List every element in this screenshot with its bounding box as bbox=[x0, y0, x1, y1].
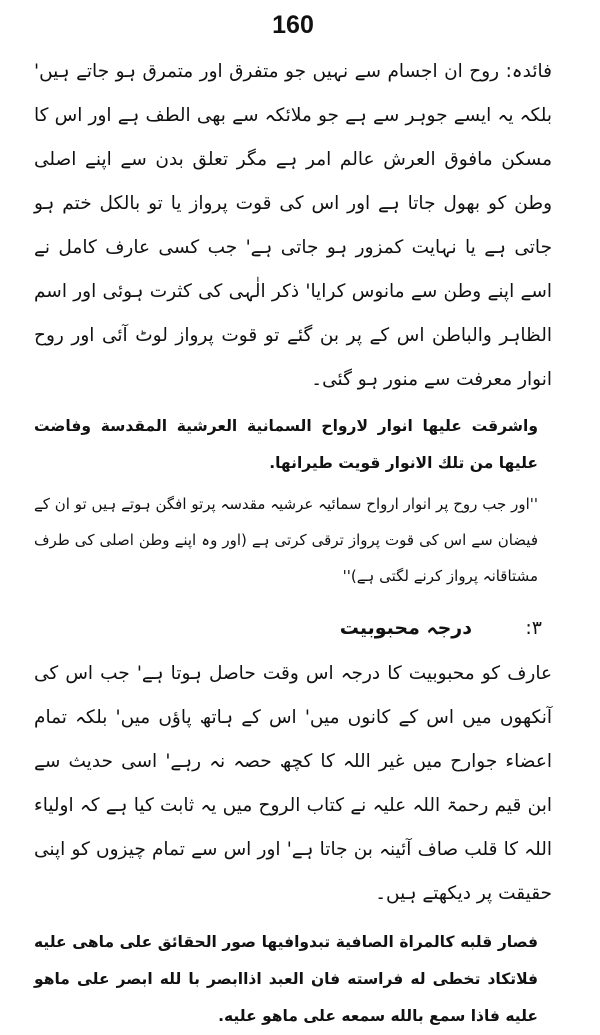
arabic-quote-2: فصار قلبه كالمراة الصافية تبدوافيها صور الحقائق على ماهى عليه فلاتكاد تخطى له فراسته فان العبد اذاابصر با لله ابصر على ماهو عليه فاذا سمع بالله سمعه على ماهو عليه. bbox=[34, 933, 538, 1025]
arabic-quote-1: واشرقت عليها انوار لارواح السمانية العرشية المقدسة وفاضت عليها من تلك الانوار قويت طيرانها. bbox=[34, 417, 538, 472]
section-heading bbox=[34, 608, 552, 648]
urdu-translation-1: ''اور جب روح پر انوار ارواح سمائیہ عرشیہ مقدسہ پرتو افگن ہوتے ہیں تو ان کے فیضان سے اس کی قوت پرواز ترقی کرتی ہے (اور وہ اپنے وطن اصلی کی طرف مشتاقانہ پرواز کرنے لگتی ہے)'' bbox=[34, 495, 538, 585]
section-number: ۳: bbox=[525, 617, 542, 639]
section-title: درجہ محبوبیت bbox=[339, 617, 472, 639]
page-number: 160 bbox=[272, 11, 314, 39]
urdu-paragraph-fayda: فائدہ: روح ان اجسام سے نہیں جو متفرق اور متمرق ہو جاتے ہیں' بلکہ یہ ایسے جوہر سے ہے جو ملائکہ سے بھی الطف ہے اور اس کا مسکن مافوق العرش عالم امر ہے مگر تعلق بدن سے اپنے اصلی وطن کو بھول جاتا ہے اور اس کی قوت پرواز یا تو بالکل ختم ہو جاتی ہے یا نہایت کمزور ہو جاتی ہے' جب کسی عارف کامل نے اسے اپنے وطن سے مانوس کرایا' ذکر الٰہی کی کثرت ہوئی اور اسم الظاہر والباطن اس کے پر بن گئے تو قوت پرواز لوٹ آئی اور روح انوار معرفت سے منور ہو گئی۔ bbox=[34, 61, 552, 390]
urdu-paragraph-mahbubiyat: عارف کو محبوبیت کا درجہ اس وقت حاصل ہوتا ہے' جب اس کی آنکھوں میں اس کے کانوں میں' اس کے ہاتھ پاؤں میں' بلکہ تمام اعضاء جوارح میں غیر اللہ کا کچھ حصہ نہ رہے' اسی حدیث سے ابن قیم رحمۃ اللہ علیہ نے کتاب الروح میں یہ ثابت کیا ہے کہ اولیاء اللہ کا قلب صاف آئینہ بن جاتا ہے' اور اس سے تمام چیزوں کو اپنی حقیقت پر دیکھتے ہیں۔ bbox=[34, 663, 552, 904]
